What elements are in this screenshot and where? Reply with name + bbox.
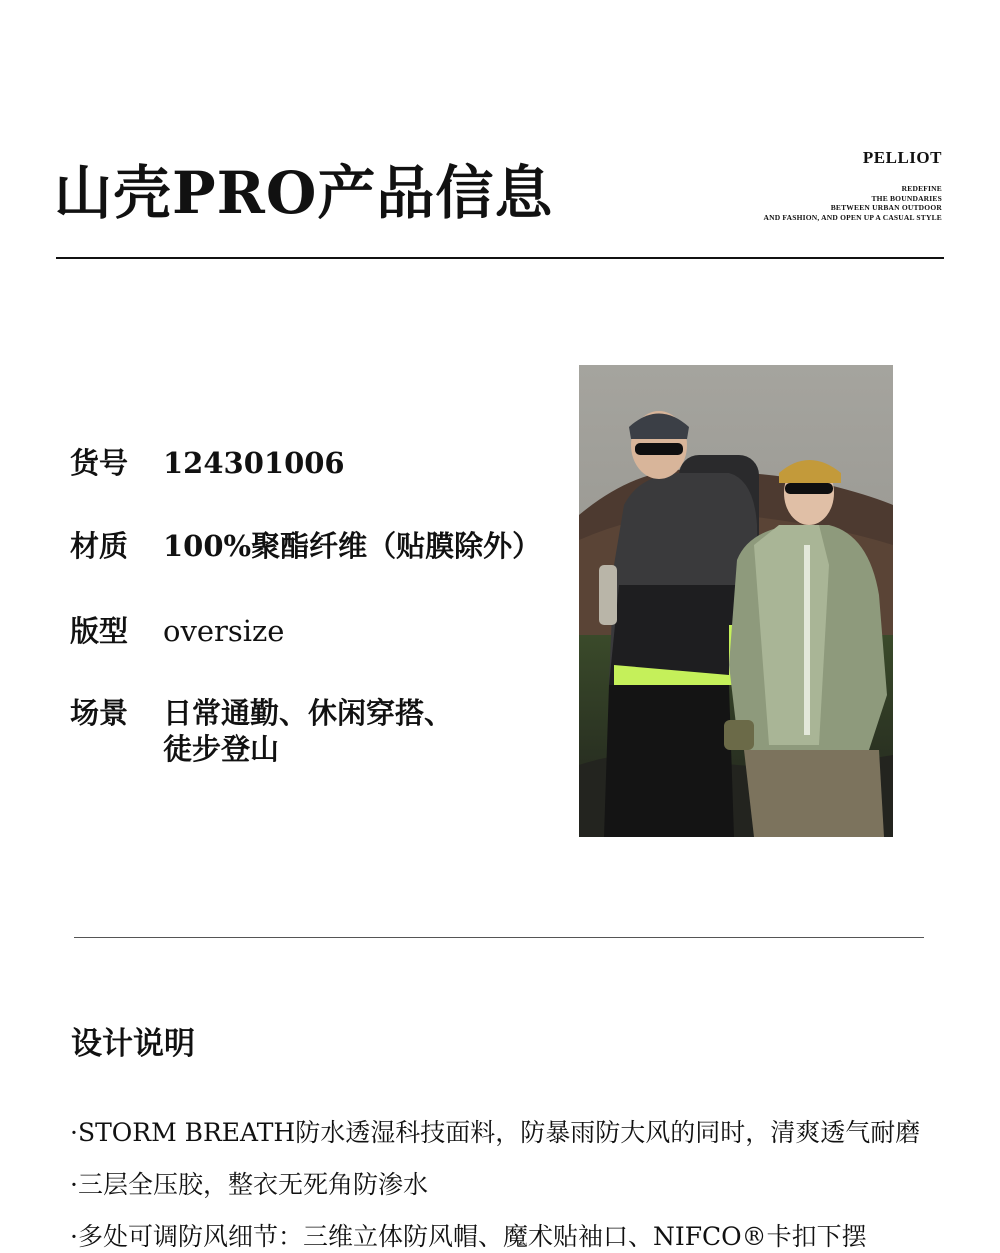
- brand-logo: PELLIOT: [862, 148, 942, 167]
- spec-row-scenario: [70, 695, 453, 767]
- tagline-line: BETWEEN URBAN OUTDOOR: [830, 203, 942, 212]
- spec-label: 材质: [70, 529, 129, 563]
- spec-row-item-number: [70, 445, 345, 481]
- tagline-line: THE BOUNDARIES: [871, 193, 942, 203]
- spec-value-line: 徒步登山: [163, 732, 280, 766]
- spec-value: 100%聚酯纤维（贴膜除外）: [163, 529, 542, 563]
- design-item: ·STORM BREATH防水透湿科技面料，防暴雨防大风的同时，清爽透气耐磨: [70, 1118, 921, 1147]
- product-photo: [579, 365, 893, 837]
- spec-label: 场景: [70, 696, 129, 730]
- design-section-title: 设计说明: [71, 1026, 195, 1062]
- design-item: ·三层全压胶，整衣无死角防渗水: [70, 1170, 428, 1199]
- spec-value: 124301006: [163, 446, 345, 480]
- spec-label: 版型: [70, 614, 129, 648]
- tagline-line: REDEFINE: [901, 184, 942, 193]
- header-divider: [56, 257, 944, 259]
- design-item: ·多处可调防风细节：三维立体防风帽、魔术贴袖口、NIFCO®卡扣下摆: [70, 1222, 867, 1251]
- spec-label: 货号: [70, 446, 129, 480]
- spec-value: oversize: [163, 614, 285, 648]
- spec-value-line: 日常通勤、休闲穿搭、: [163, 696, 454, 730]
- tagline-line: AND FASHION, AND OPEN UP A CASUAL STYLE: [763, 212, 942, 222]
- spec-value: [163, 695, 453, 767]
- brand-block: [763, 148, 942, 222]
- spec-row-material: [70, 528, 541, 564]
- page-title: 山壳PRO产品信息: [54, 159, 554, 227]
- spec-row-fit: [70, 613, 284, 649]
- brand-tagline: [763, 184, 942, 222]
- section-divider: [74, 937, 924, 938]
